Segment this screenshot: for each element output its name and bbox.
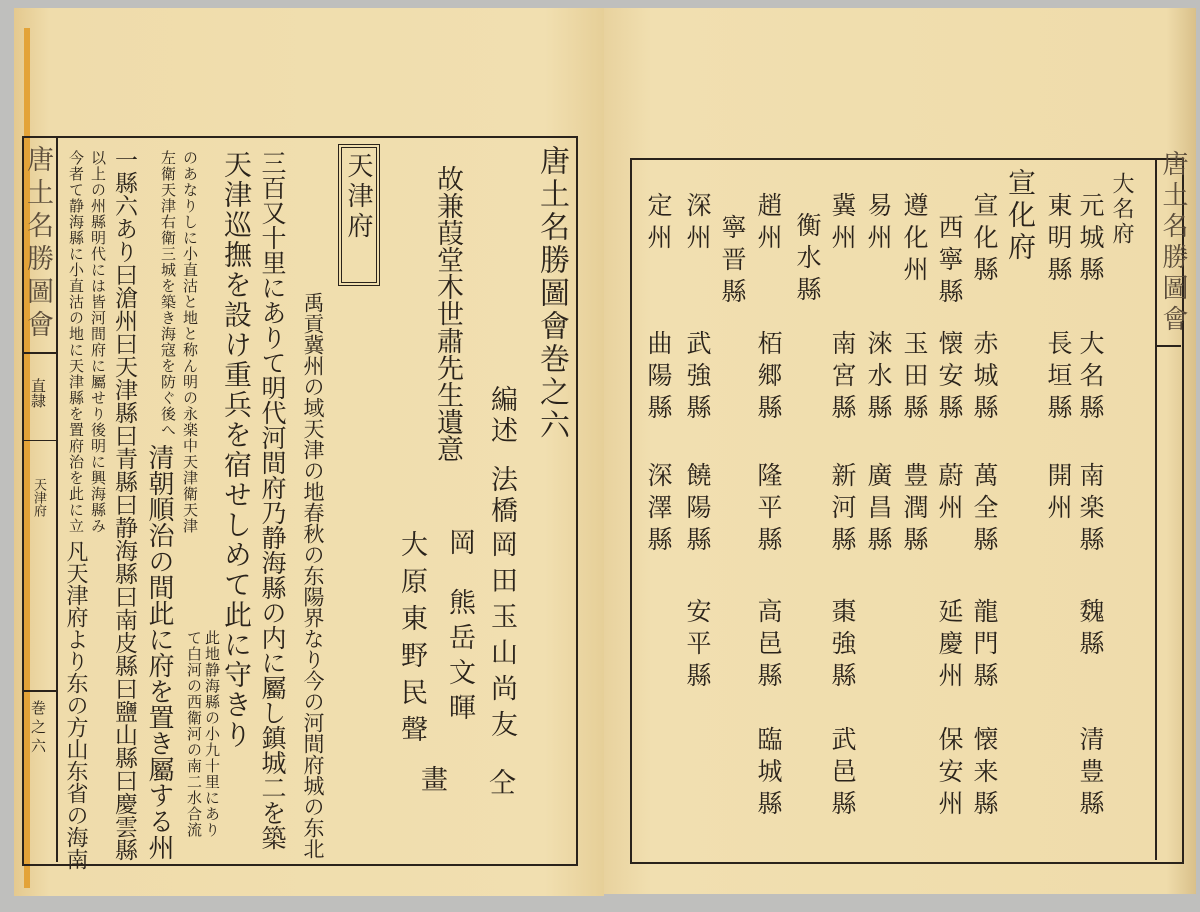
county-entry: 栢郷縣 [754,330,783,426]
body-small-column: 左衛天津右衛三城を築き海寇を防ぐ後へ [159,150,177,438]
body-column: 凡天津府より东の方山东省の海南 [63,540,88,870]
prefecture-heading: 大名府 [1109,172,1134,247]
county-entry: 開州 [1044,462,1073,526]
body-column: 禹貢冀州の域天津の地春秋の东陽界なり今の河間府城の东北 [301,292,325,859]
body-column: 清朝順治の間此に府を置き屬する州 [144,444,174,860]
illustration-label: 畫 [416,765,447,796]
illustration-mark: 仝 [484,768,515,799]
county-entry: 饒陽縣 [683,462,712,558]
county-entry: 清豊縣 [1076,726,1105,822]
spine-subsection: 天津府 [31,478,46,517]
spine-rule [22,352,56,354]
county-entry: 魏縣 [1076,598,1105,662]
body-note: 此地静海縣の小九十里にあり [203,630,221,838]
illustrator-1-surname: 岡 [444,528,475,559]
illustrator-2-name: 大原東野民聲 [396,530,427,752]
county-entry: 隆平縣 [754,462,783,558]
county-entry: 臨城縣 [754,726,783,822]
body-column: 一縣六あり曰滄州曰天津縣曰青縣曰静海縣曰南皮縣曰鹽山縣曰慶雲縣 [111,148,137,861]
spine-volume: 巻之六 [29,700,47,757]
body-column: 天津巡撫を設け重兵を宿せしめて此に守きり [220,150,253,750]
county-entry: 安平縣 [683,598,712,694]
original-work: 故兼葭堂木世肅先生遺意 [432,165,463,462]
county-entry: 冀州 [828,192,857,256]
county-entry: 保安州 [935,726,964,822]
county-entry: 淶水縣 [864,330,893,426]
county-entry: 深州 [683,192,712,256]
county-entry: 西寧縣 [935,214,964,310]
county-entry: 萬全縣 [970,462,999,558]
illustrator-1-name: 熊岳文暉 [444,588,475,728]
county-entry: 宣化縣 [970,192,999,288]
heading-box-text: 天津府 [343,152,373,242]
body-small-column: 以上の州縣明代には皆河間府に屬せり後明に興海縣み [89,150,107,534]
county-entry: 元城縣 [1076,192,1105,288]
spine-rule [1157,345,1181,347]
county-entry: 易州 [864,192,893,256]
body-note: て白河の西衛河の南二水合流 [185,630,203,838]
spine-rule [22,440,56,441]
county-entry: 定州 [644,192,673,256]
book-title: 唐土名勝圖會巻之六 [534,145,569,442]
spine-rule [22,690,56,692]
county-entry: 曲陽縣 [644,330,673,426]
county-entry: 龍門縣 [970,598,999,694]
county-entry: 武強縣 [683,330,712,426]
county-entry: 懐安縣 [935,330,964,426]
county-entry: 赤城縣 [970,330,999,426]
editor-rank: 法橋 [486,465,517,527]
spine-divider [56,138,58,862]
spine-section: 直隷 [29,378,47,408]
county-entry: 長垣縣 [1044,330,1073,426]
county-entry: 衡水縣 [793,212,822,308]
prefecture-heading: 宣化府 [1004,168,1037,264]
county-entry: 寧晋縣 [718,214,747,310]
spine-divider [1155,160,1157,860]
county-entry: 遵化州 [900,192,929,288]
county-entry: 蔚州 [935,462,964,526]
spine-title: 唐土名勝圖會 [22,145,53,343]
editor-role: 編述 [486,385,517,447]
spine-title: 唐土名勝圖會 [1158,150,1188,336]
body-column: 三百又十里にありて明代河間府乃静海縣の内に屬し鎮城二を築 [258,150,287,850]
county-entry: 南宮縣 [828,330,857,426]
county-entry: 武邑縣 [828,726,857,822]
body-small-column: のあなりしに小直沽と地と称ん明の永楽中天津衛天津 [181,150,199,534]
county-entry: 高邑縣 [754,598,783,694]
county-entry: 棗強縣 [828,598,857,694]
county-entry: 大名縣 [1076,330,1105,426]
county-entry: 豊潤縣 [900,462,929,558]
county-entry: 玉田縣 [900,330,929,426]
county-entry: 懐来縣 [970,726,999,822]
county-entry: 南楽縣 [1076,462,1105,558]
county-entry: 深澤縣 [644,462,673,558]
county-entry: 新河縣 [828,462,857,558]
county-entry: 趙州 [754,192,783,256]
county-entry: 東明縣 [1044,192,1073,288]
editor-name: 岡田玉山尚友 [486,530,517,746]
county-entry: 廣昌縣 [864,462,893,558]
county-entry: 延慶州 [935,598,964,694]
body-small-column: 今者て静海縣に小直沽の地に天津縣を置府治を此に立 [67,150,85,534]
